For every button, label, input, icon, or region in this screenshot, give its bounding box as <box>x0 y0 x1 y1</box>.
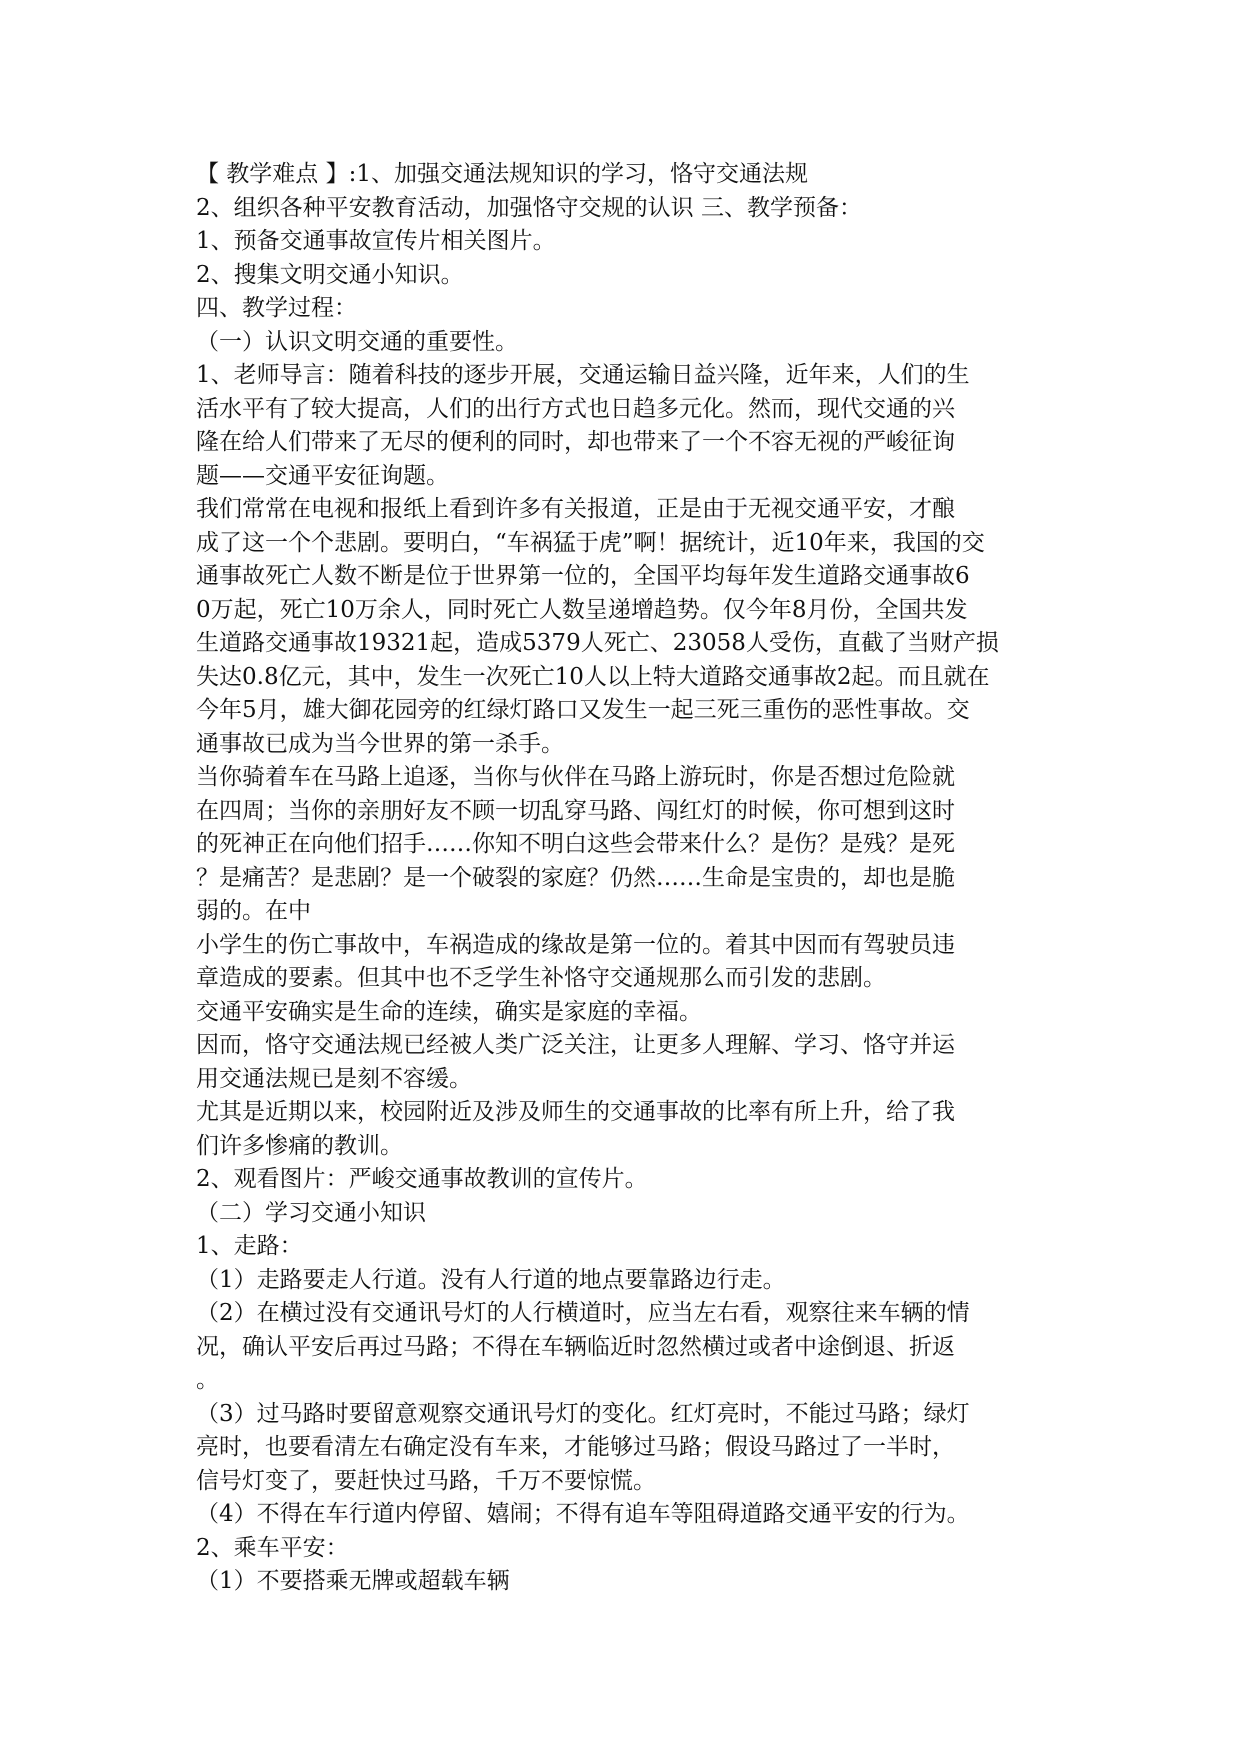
text-line: 们许多惨痛的教训。 <box>196 1132 403 1159</box>
text-line: （1）不要搭乘无牌或超载车辆 <box>196 1568 510 1594</box>
text-line: 亮时，也要看清左右确定没有车来，才能够过马路；假设马路过了一半时， <box>196 1434 955 1460</box>
text-line: 用交通法规已是刻不容缓。 <box>196 1065 472 1092</box>
text-line: 小学生的伤亡事故中，车祸造成的缘故是第一位的。着其中因而有驾驶员违 <box>196 931 955 958</box>
text-line: 2、乘车平安： <box>196 1534 349 1561</box>
text-line: 尤其是近期以来，校园附近及涉及师生的交通事故的比率有所上升，给了我 <box>196 1099 955 1125</box>
text-line: （二）学习交通小知识 <box>196 1199 426 1226</box>
text-line: 1、老师导言：随着科技的逐步开展，交通运输日益兴隆，近年来，人们的生 <box>196 362 970 388</box>
text-line: 1、预备交通事故宣传片相关图片。 <box>196 228 556 254</box>
text-line: （2）在横过没有交通讯号灯的人行横道时，应当左右看，观察往来车辆的情 <box>196 1300 970 1326</box>
text-line: 【 教学难点 】:1、加强交通法规知识的学习，恪守交通法规 <box>196 161 809 187</box>
text-line: 章造成的要素。但其中也不乏学生补恪守交通规那么而引发的悲剧。 <box>196 965 886 991</box>
text-line: 失达0.8亿元，其中，发生一次死亡10人以上特大道路交通事故2起。而且就在 <box>196 663 990 690</box>
text-line: （3）过马路时要留意观察交通讯号灯的变化。红灯亮时，不能过马路；绿灯 <box>196 1400 970 1427</box>
text-line: 成了这一个个悲剧。要明白，“车祸猛于虎”啊！据统计，近10年来，我国的交 <box>196 529 985 556</box>
text-line: （1）走路要走人行道。没有人行道的地点要靠路边行走。 <box>196 1266 786 1293</box>
text-line: 因而，恪守交通法规已经被人类广泛关注，让更多人理解、学习、恪守并运 <box>196 1032 955 1058</box>
text-line: （一）认识文明交通的重要性。 <box>196 328 518 355</box>
text-line: 活水平有了较大提高，人们的出行方式也日趋多元化。然而，现代交通的兴 <box>196 395 955 422</box>
text-line: 0万起，死亡10万余人，同时死亡人数呈递增趋势。仅今年8月份，全国共发 <box>196 596 968 623</box>
text-line: 通事故已成为当今世界的第一杀手。 <box>196 730 564 757</box>
document-body <box>196 158 1036 1599</box>
text-line: 1、走路： <box>196 1233 303 1259</box>
text-line: 弱的。在中 <box>196 898 311 924</box>
text-line: （4）不得在车行道内停留、嬉闹；不得有追车等阻碍道路交通平安的行为。 <box>196 1501 970 1527</box>
text-line: 信号灯变了，要赶快过马路，千万不要惊慌。 <box>196 1467 656 1494</box>
text-line: 。 <box>196 1367 219 1393</box>
text-line: 生道路交通事故19321起，造成5379人死亡、23058人受伤，直截了当财产损 <box>196 630 999 656</box>
text-line: 通事故死亡人数不断是位于世界第一位的，全国平均每年发生道路交通事故6 <box>196 563 970 589</box>
text-line: 况，确认平安后再过马路；不得在车辆临近时忽然横过或者中途倒退、折返 <box>196 1333 955 1360</box>
text-line: 题——交通平安征询题。 <box>196 462 449 489</box>
text-line: 的死神正在向他们招手……你知不明白这些会带来什么？是伤？是残？是死 <box>196 831 955 857</box>
text-line: 在四周；当你的亲朋好友不顾一切乱穿马路、闯红灯的时候，你可想到这时 <box>196 797 955 824</box>
text-line: 交通平安确实是生命的连续，确实是家庭的幸福。 <box>196 998 702 1025</box>
text-line: 2、组织各种平安教育活动，加强恪守交规的认识 三、教学预备： <box>196 194 862 221</box>
text-line: 四、教学过程： <box>196 295 357 321</box>
text-line: 我们常常在电视和报纸上看到许多有关报道，正是由于无视交通平安，才酿 <box>196 496 955 522</box>
text-line: 隆在给人们带来了无尽的便利的同时，却也带来了一个不容无视的严峻征询 <box>196 429 955 455</box>
text-line: 2、观看图片：严峻交通事故教训的宣传片。 <box>196 1166 648 1192</box>
text-line: 今年5月，雄大御花园旁的红绿灯路口又发生一起三死三重伤的恶性事故。交 <box>196 697 970 723</box>
text-line: 2、搜集文明交通小知识。 <box>196 261 464 288</box>
text-line: ？是痛苦？是悲剧？是一个破裂的家庭？仍然……生命是宝贵的，却也是脆 <box>196 864 955 891</box>
text-line: 当你骑着车在马路上追逐，当你与伙伴在马路上游玩时，你是否想过危险就 <box>196 764 955 790</box>
